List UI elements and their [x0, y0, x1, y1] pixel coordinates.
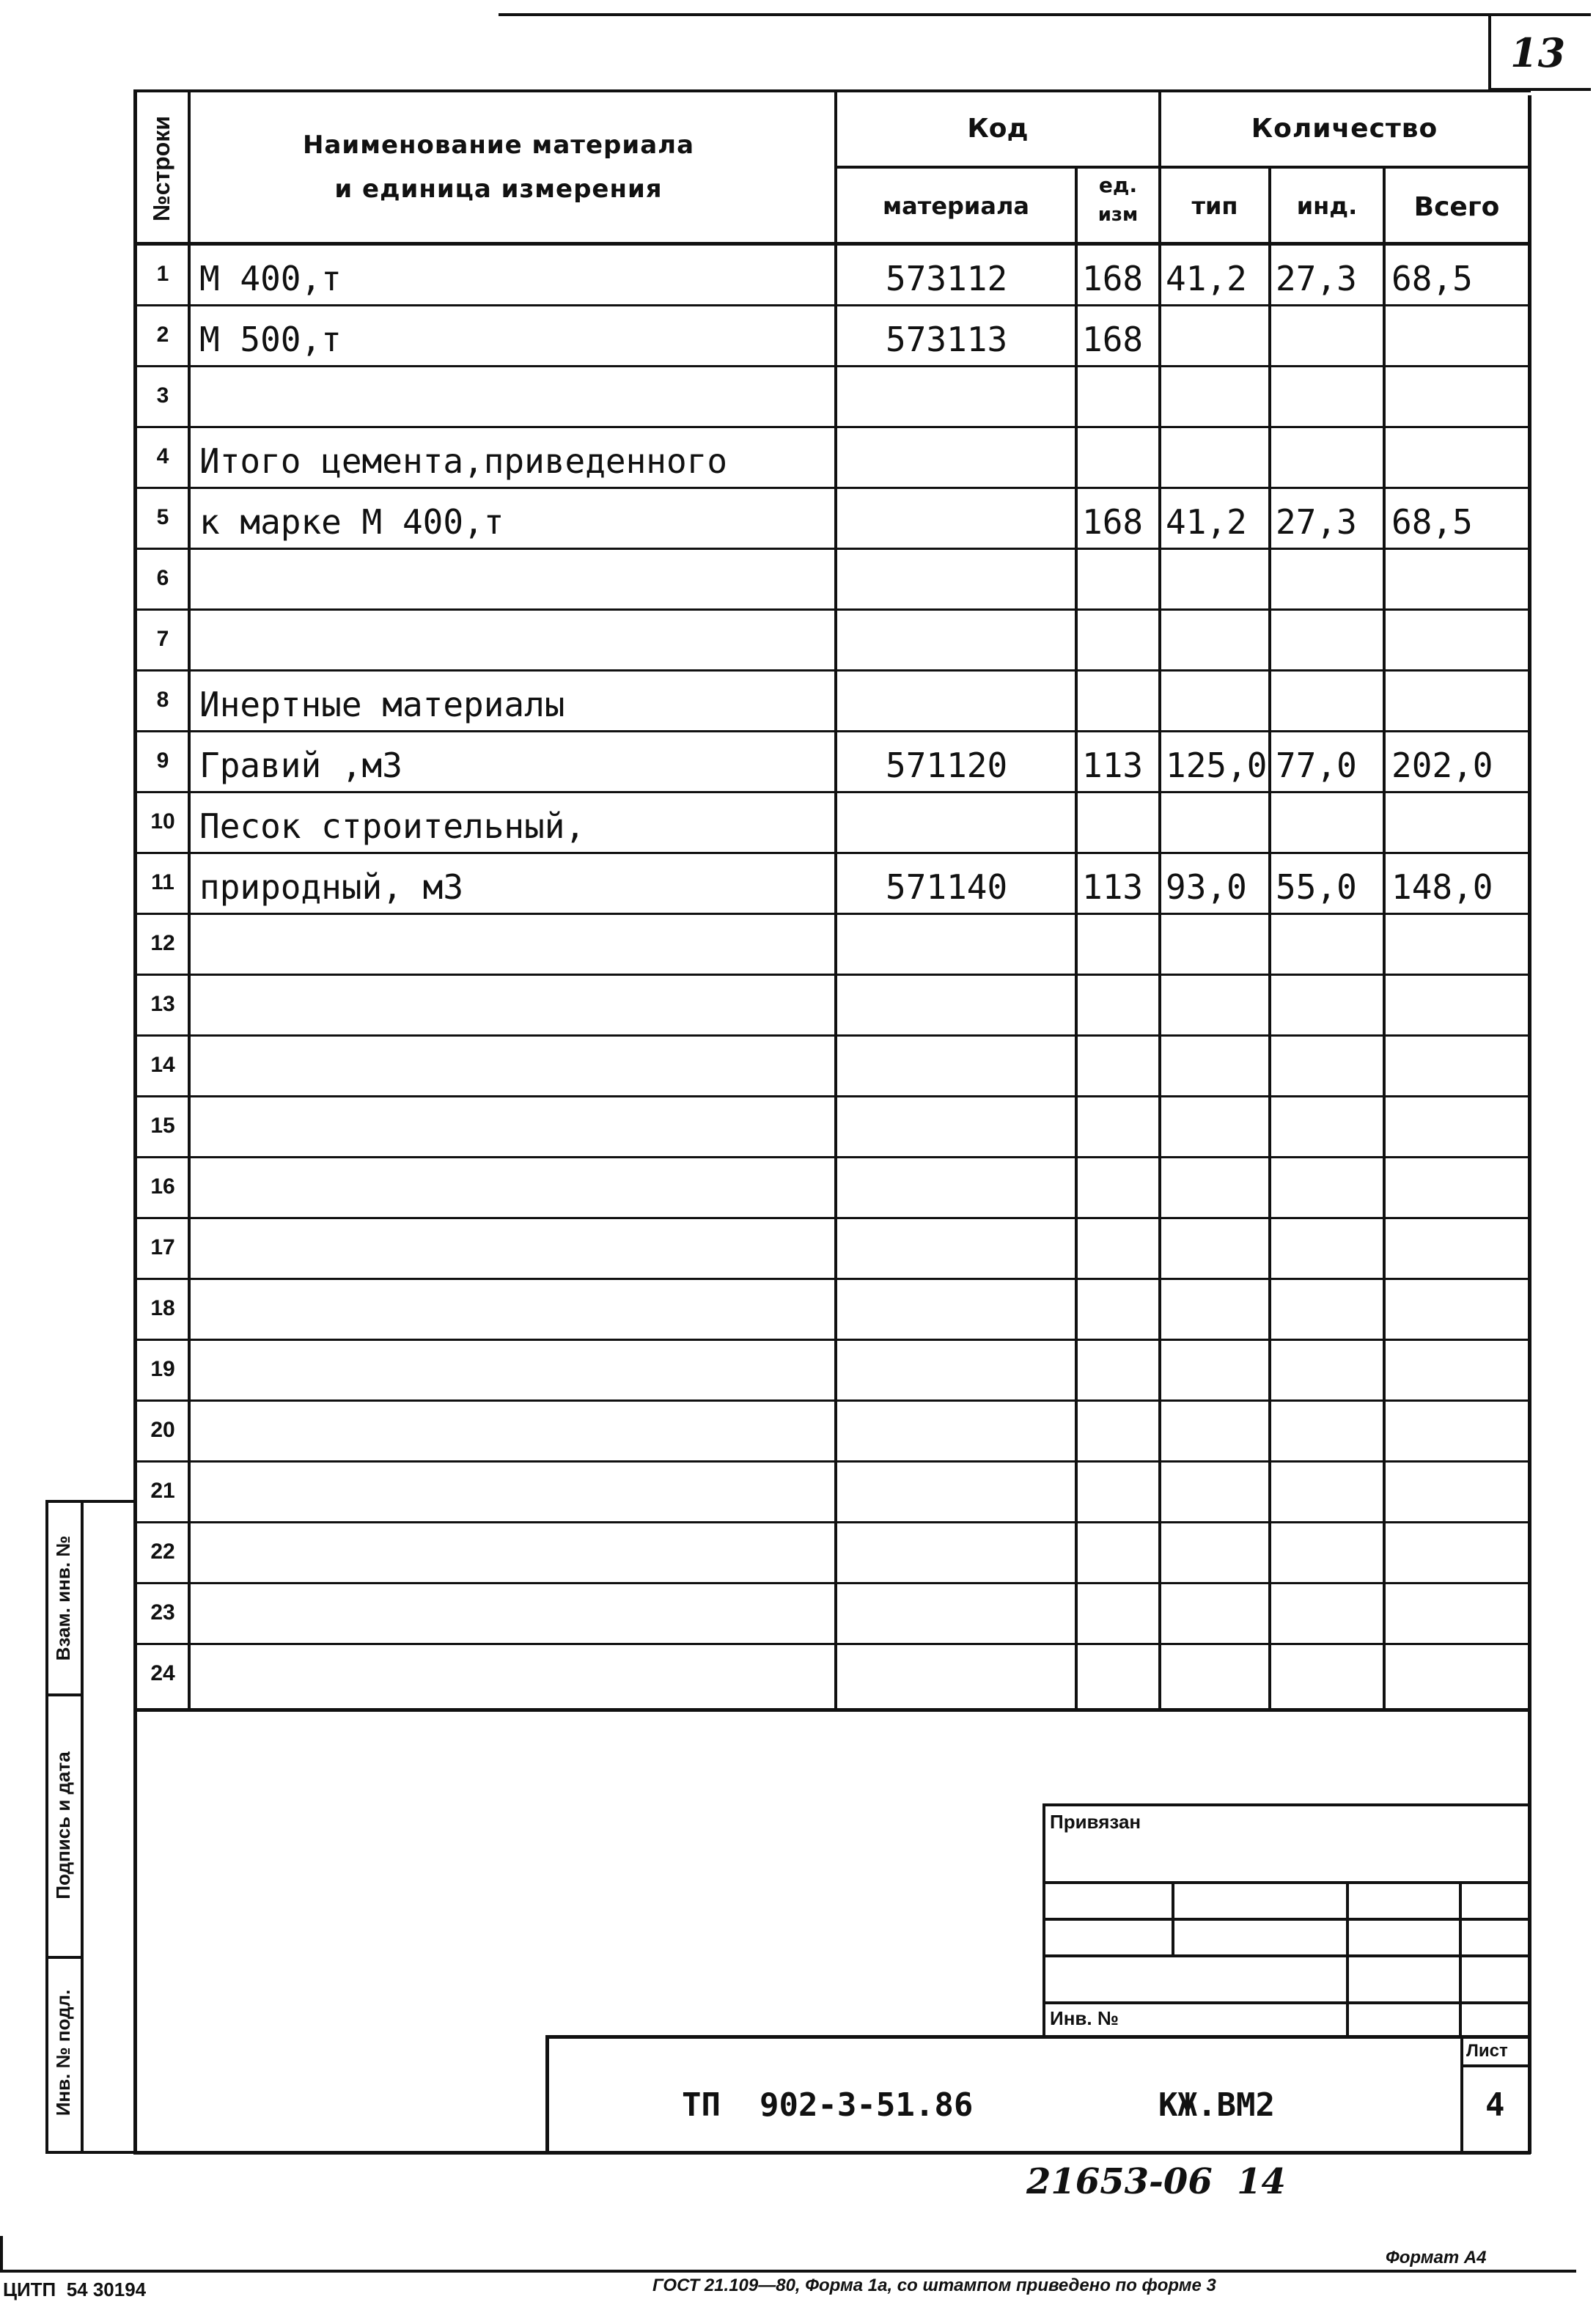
row-separator	[133, 1156, 1531, 1158]
header-mid-line	[834, 166, 1531, 169]
row-number: 16	[150, 1174, 175, 1199]
row-number: 1	[156, 262, 169, 286]
cell-ind: 55,0	[1276, 867, 1357, 907]
header-code: Код	[967, 114, 1029, 144]
tb-sheet-left	[1460, 2035, 1463, 2152]
cell-total: 68,5	[1391, 259, 1473, 298]
row-number: 14	[150, 1053, 175, 1077]
row-number: 7	[156, 627, 169, 651]
cell-unit: 168	[1082, 502, 1144, 542]
cell-type: 41,2	[1166, 502, 1247, 542]
cell-unit: 113	[1082, 746, 1144, 785]
row-number: 11	[151, 870, 174, 894]
row-separator	[133, 1399, 1531, 1402]
row-number: 20	[150, 1418, 175, 1442]
row-separator	[133, 1339, 1531, 1341]
row-separator	[133, 669, 1531, 672]
page-number: 13	[1510, 29, 1566, 76]
header-quantity: Количество	[1251, 114, 1438, 144]
row-separator	[133, 548, 1531, 550]
cell-unit: 168	[1082, 259, 1144, 298]
footer-bottom-left: ЦИТП 54 30194	[3, 2278, 147, 2300]
row-separator	[133, 1095, 1531, 1097]
row-separator	[133, 1034, 1531, 1037]
side-stamp-bottom	[45, 2151, 136, 2154]
row-separator	[133, 1278, 1531, 1280]
row-separator	[133, 1582, 1531, 1584]
table-type-border	[1268, 167, 1271, 1711]
tb-line3	[1042, 1954, 1531, 1957]
header-name-line1: Наименование материала	[302, 130, 695, 160]
tb-col1	[1172, 1881, 1174, 1957]
cell-code: 573112	[886, 259, 1008, 298]
top-rule	[499, 13, 1591, 16]
row-number: 12	[150, 931, 175, 955]
row-separator	[133, 426, 1531, 428]
handwritten-number: 21653-06 14	[1026, 2161, 1286, 2202]
row-number: 19	[150, 1357, 175, 1381]
footer-rule	[0, 2270, 1576, 2273]
table-unit-border	[1158, 89, 1161, 1711]
header-bottom-line	[133, 242, 1531, 246]
tb-line2	[1042, 1918, 1531, 1921]
cell-name: природный, м3	[199, 867, 464, 907]
cell-total: 68,5	[1391, 502, 1473, 542]
tb-doc-top	[547, 2035, 1531, 2039]
row-separator	[133, 1460, 1531, 1463]
table-code-border	[1075, 167, 1078, 1711]
tb-doc-suffix: КЖ.ВМ2	[1158, 2086, 1275, 2124]
side-label-inv-podl: Инв. № подл.	[52, 1989, 74, 2116]
row-number: 24	[150, 1661, 175, 1685]
side-label-vzam: Взам. инв. №	[52, 1535, 74, 1661]
row-separator	[133, 1521, 1531, 1523]
row-number: 9	[156, 748, 169, 773]
cell-name: к марке М 400,т	[199, 502, 504, 542]
row-separator	[133, 1217, 1531, 1219]
header-name-line2: и единица измерения	[334, 174, 663, 204]
row-number: 6	[156, 566, 169, 590]
header-unit-line2: изм	[1097, 204, 1139, 226]
cell-name: М 400,т	[199, 259, 342, 298]
row-number: 5	[156, 505, 169, 529]
cell-code: 573113	[886, 320, 1008, 359]
tb-top	[1042, 1803, 1531, 1806]
row-separator	[133, 304, 1531, 306]
row-separator	[133, 791, 1531, 793]
tb-col3	[1459, 1881, 1462, 2038]
side-label-podpis: Подпись и дата	[52, 1751, 74, 1899]
page-bottom-frame	[133, 2151, 1531, 2155]
cell-total: 202,0	[1391, 746, 1493, 785]
cell-ind: 77,0	[1276, 746, 1357, 785]
row-number: 15	[150, 1114, 175, 1138]
row-number: 23	[150, 1600, 175, 1625]
row-separator	[133, 852, 1531, 854]
tb-sheet-line	[1460, 2064, 1531, 2067]
table-name-border	[834, 89, 837, 1711]
tb-inv-no: Инв. №	[1050, 2007, 1119, 2029]
tb-privyazan: Привязан	[1050, 1811, 1141, 1833]
row-number: 21	[150, 1479, 175, 1503]
row-number: 17	[150, 1235, 175, 1259]
cell-name: М 500,т	[199, 320, 342, 359]
cell-type: 41,2	[1166, 259, 1247, 298]
tb-sheet-label: Лист	[1466, 2041, 1508, 2061]
table-ind-border	[1383, 167, 1386, 1711]
row-number: 18	[150, 1296, 175, 1320]
tb-sheet-number: 4	[1485, 2086, 1505, 2124]
header-code-material: материала	[883, 192, 1029, 220]
row-separator	[133, 487, 1531, 489]
tb-col2	[1346, 1881, 1349, 2038]
header-quantity-ind: инд.	[1296, 192, 1358, 220]
row-number: 10	[150, 809, 175, 834]
table-right-border	[1528, 95, 1531, 2154]
table-bottom-line	[133, 1708, 1531, 1712]
row-number: 8	[156, 688, 169, 712]
cell-type: 93,0	[1166, 867, 1247, 907]
footer-left-tick	[0, 2236, 3, 2273]
cell-ind: 27,3	[1276, 259, 1357, 298]
header-unit-line1: ед.	[1098, 173, 1138, 197]
cell-name: Итого цемента,приведенного	[199, 441, 728, 481]
row-number: 4	[156, 444, 169, 468]
header-quantity-type: тип	[1191, 192, 1238, 220]
footer-format: Формат А4	[1386, 2248, 1487, 2267]
row-number: 22	[150, 1540, 175, 1564]
cell-code: 571140	[886, 867, 1008, 907]
cell-ind: 27,3	[1276, 502, 1357, 542]
cell-unit: 168	[1082, 320, 1144, 359]
header-row-number: №строки	[148, 116, 174, 221]
tb-line4	[1042, 2001, 1531, 2004]
cell-name: Инертные материалы	[199, 685, 565, 724]
tb-doc-left	[545, 2035, 549, 2152]
side-stamp-inner-border	[81, 1501, 84, 2152]
cell-code: 571120	[886, 746, 1008, 785]
row-separator	[133, 608, 1531, 611]
cell-unit: 113	[1082, 867, 1144, 907]
row-separator	[133, 1643, 1531, 1645]
cell-name: Песок строительный,	[199, 806, 586, 846]
cell-name: Гравий ,м3	[199, 746, 402, 785]
footer-gost: ГОСТ 21.109—80, Форма 1а, со штампом приведено по форме 3	[652, 2276, 1216, 2295]
cell-total: 148,0	[1391, 867, 1493, 907]
row-number: 3	[156, 383, 169, 408]
row-number: 2	[156, 323, 169, 347]
header-quantity-total: Всего	[1413, 192, 1500, 222]
row-separator	[133, 365, 1531, 367]
cell-type: 125,0	[1166, 746, 1268, 785]
row-separator	[133, 974, 1531, 976]
header-top-line	[133, 89, 1531, 92]
tb-line1	[1042, 1881, 1531, 1884]
row-separator	[133, 913, 1531, 915]
tb-doc-code: ТП 902-3-51.86	[682, 2086, 974, 2124]
row-separator	[133, 730, 1531, 732]
page-number-box-left	[1488, 13, 1491, 91]
row-number: 13	[150, 992, 175, 1016]
